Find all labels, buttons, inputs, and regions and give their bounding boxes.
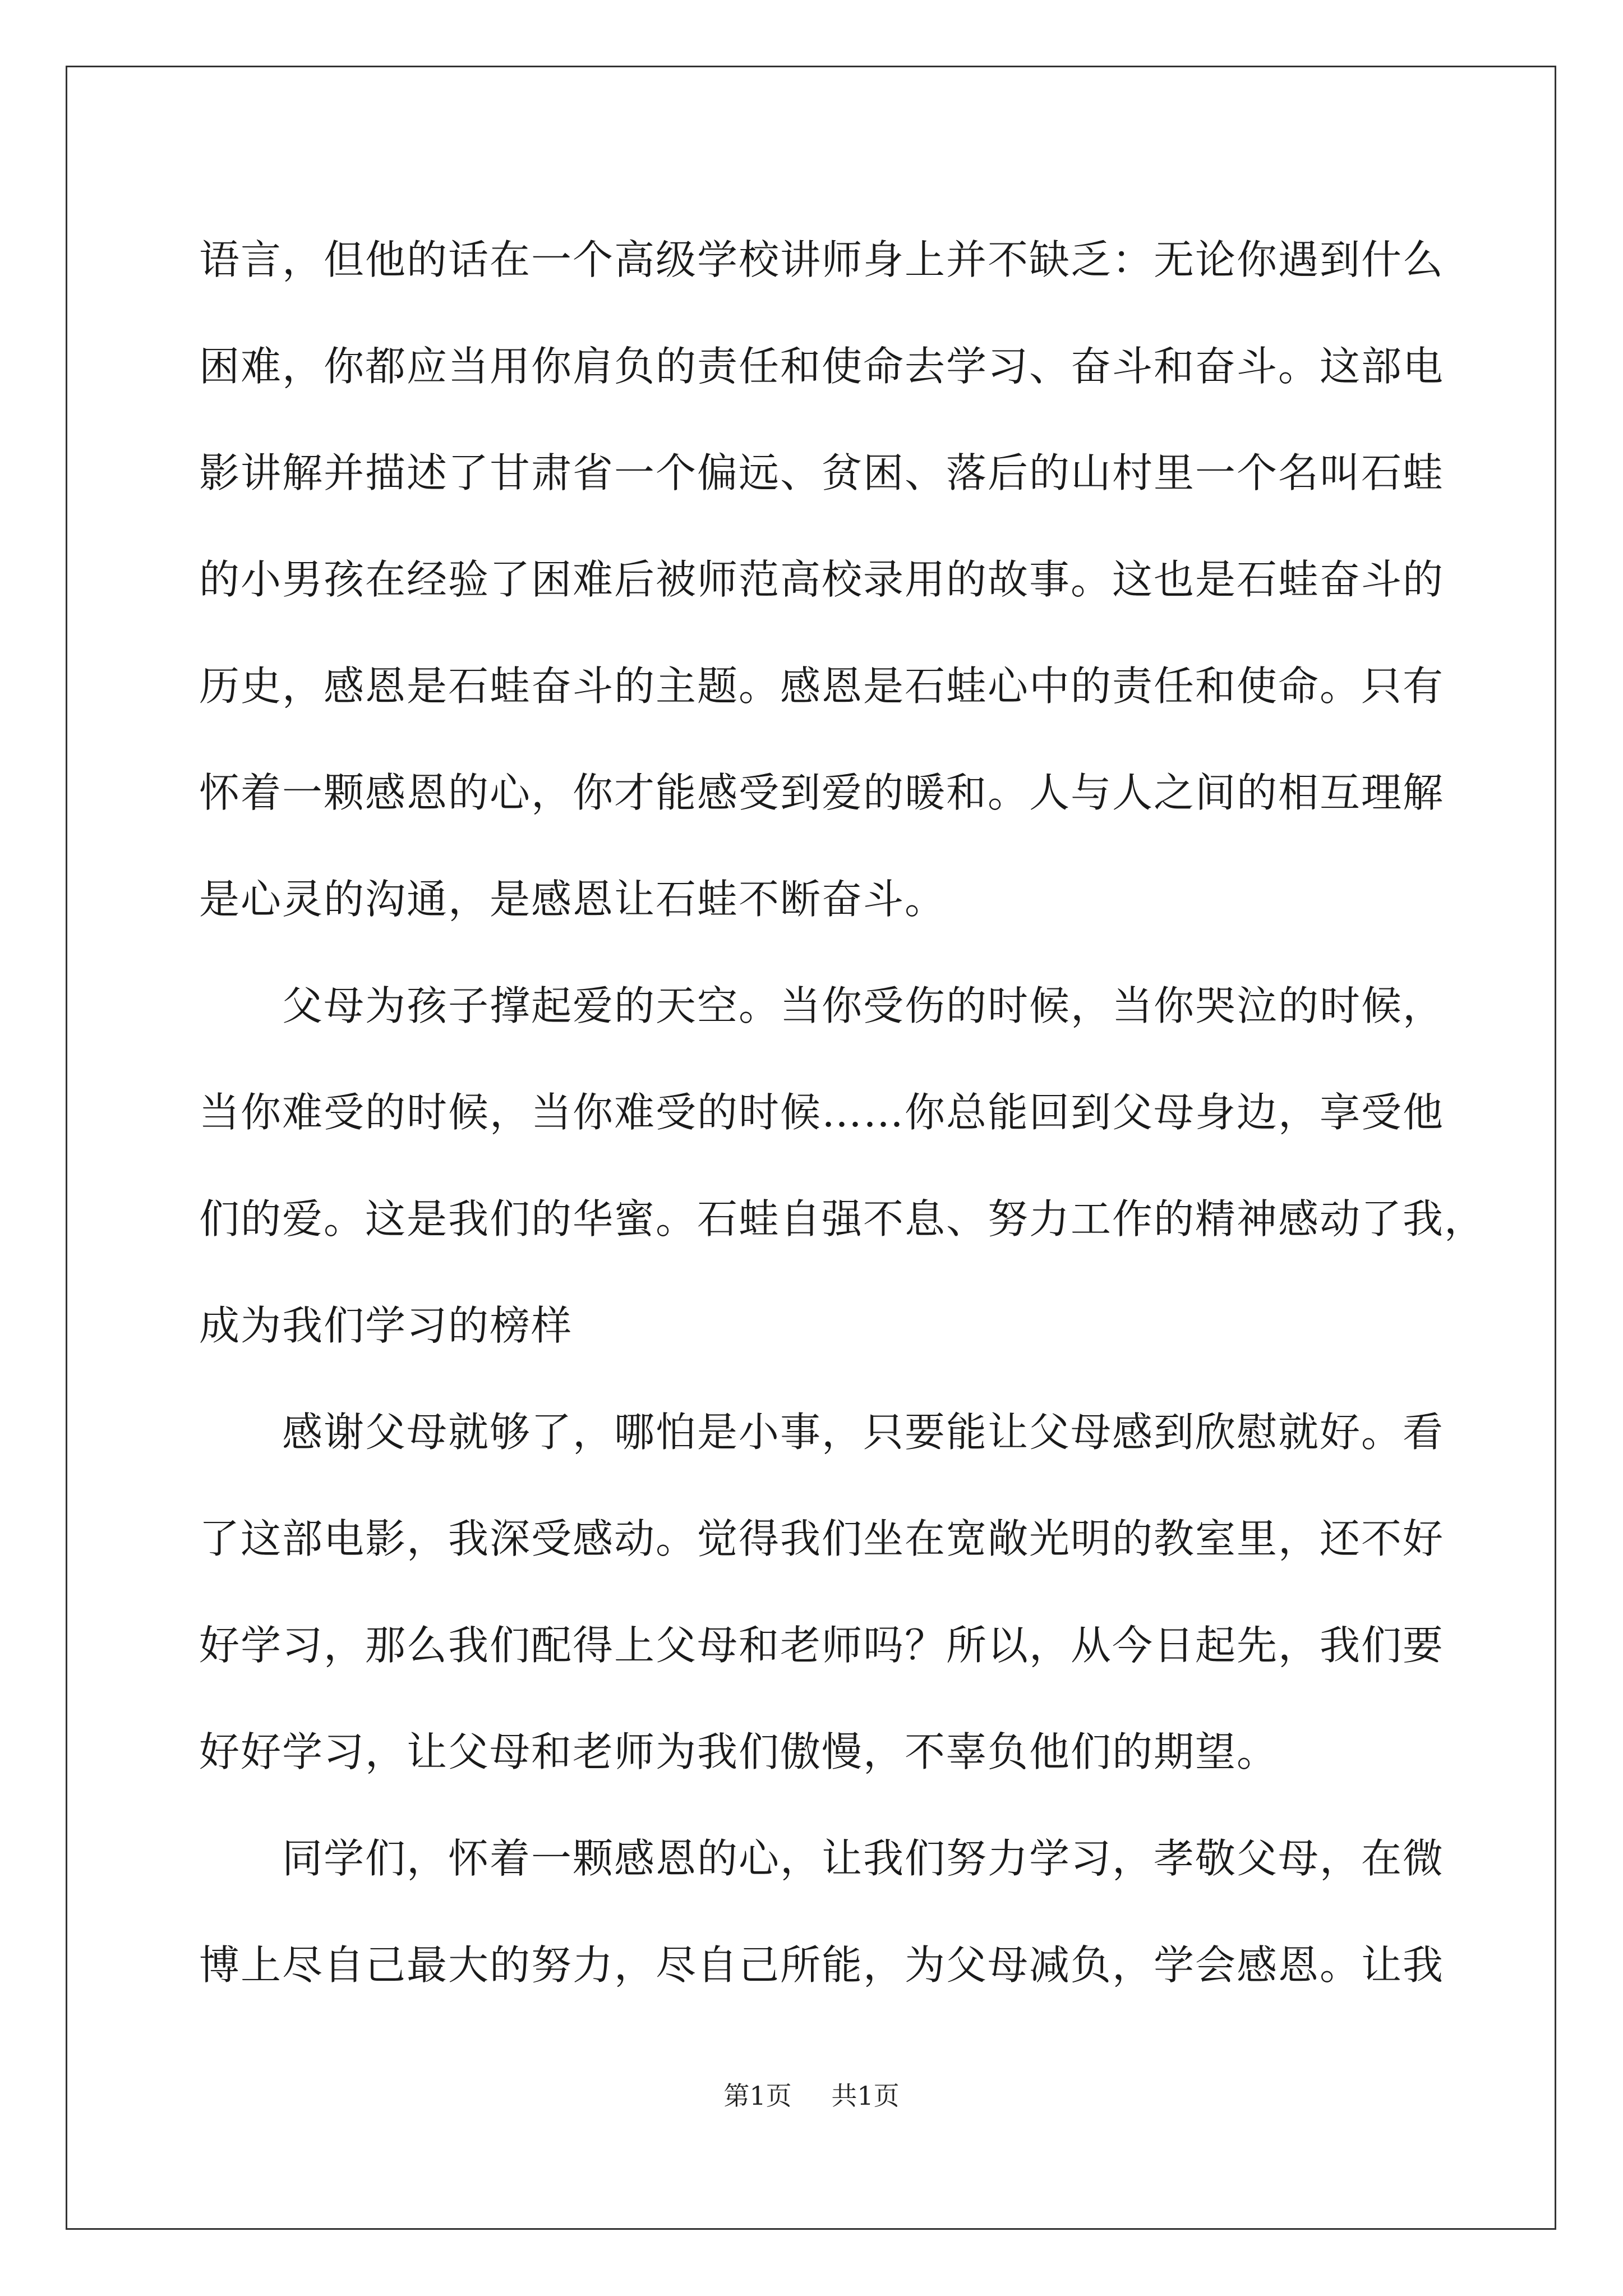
- page-total: 共1页: [831, 2081, 900, 2111]
- text-line: 成为我们学习的榜样: [199, 1302, 573, 1349]
- text-line: 怀着一颗感恩的心，你才能感受到爱的暖和。人与人之间的相互理解: [199, 769, 1445, 816]
- paragraph-start-line: 同学们，怀着一颗感恩的心，让我们努力学习，孝敬父母，在微: [282, 1835, 1445, 1882]
- text-line: 历史，感恩是石蛙奋斗的主题。感恩是石蛙心中的责任和使命。只有: [199, 662, 1445, 710]
- page-footer: [0, 2076, 1623, 2113]
- text-line: 困难，你都应当用你肩负的责任和使命去学习、奋斗和奋斗。这部电: [199, 343, 1445, 390]
- text-line: 好好学习，让父母和老师为我们傲慢，不辜负他们的期望。: [199, 1728, 1279, 1775]
- paragraph-start-line: 父母为孩子撑起爱的天空。当你受伤的时候，当你哭泣的时候，: [282, 982, 1445, 1029]
- text-line: 的小男孩在经验了困难后被师范高校录用的故事。这也是石蛙奋斗的: [199, 556, 1445, 603]
- text-line: 博上尽自己最大的努力，尽自己所能，为父母减负，学会感恩。让我: [199, 1941, 1445, 1989]
- paragraph-start-line: 感谢父母就够了，哪怕是小事，只要能让父母感到欣慰就好。看: [282, 1409, 1445, 1456]
- document-body: [199, 206, 1486, 2018]
- page-number: 第1页: [723, 2081, 792, 2111]
- text-line: 好学习，那么我们配得上父母和老师吗？所以，从今日起先，我们要: [199, 1622, 1445, 1669]
- text-line: 是心灵的沟通，是感恩让石蛙不断奋斗。: [199, 876, 947, 923]
- text-line: 们的爱。这是我们的华蜜。石蛙自强不息、努力工作的精神感动了我，: [199, 1195, 1486, 1243]
- text-line: 了这部电影，我深受感动。觉得我们坐在宽敞光明的教室里，还不好: [199, 1515, 1445, 1562]
- text-line: 语言，但他的话在一个高级学校讲师身上并不缺乏：无论你遇到什么: [199, 236, 1445, 283]
- text-line: 影讲解并描述了甘肃省一个偏远、贫困、落后的山村里一个名叫石蛙: [199, 449, 1445, 496]
- text-line: 当你难受的时候，当你难受的时候……你总能回到父母身边，享受他: [199, 1089, 1445, 1136]
